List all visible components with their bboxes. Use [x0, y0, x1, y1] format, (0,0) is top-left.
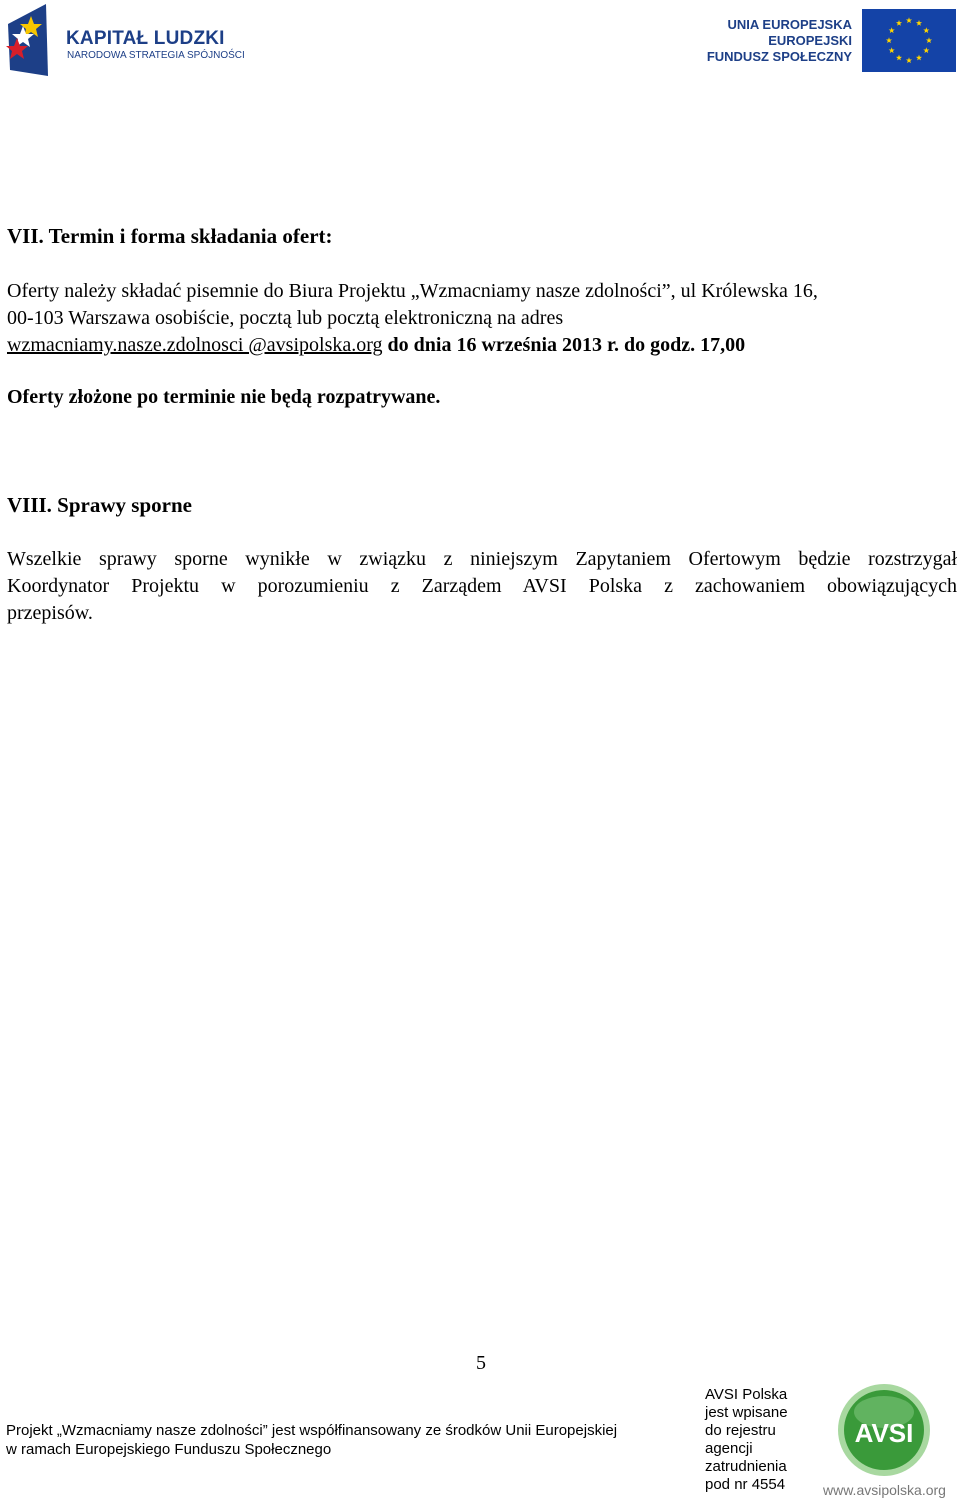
avsi-url: www.avsipolska.org	[823, 1482, 946, 1498]
eu-line-1: UNIA EUROPEJSKA	[727, 17, 852, 32]
late-offers-note: Oferty złożone po terminie nie będą rozpatrywane.	[7, 386, 441, 408]
section-7-heading: VII. Termin i forma składania ofert:	[7, 224, 333, 248]
avsi-logo-text: AVSI	[854, 1418, 914, 1448]
section-8-line-1: Wszelkie sprawy sporne wynikłe w związku z niniejszym Zapytaniem Ofertowym będzie rozstrzygał	[7, 548, 957, 570]
avsi-logo	[836, 1382, 932, 1478]
avsi-reg-line: pod nr 4554	[705, 1476, 786, 1493]
kapital-ludzki-title: KAPITAŁ LUDZKI	[66, 28, 225, 49]
avsi-reg-line: do rejestru	[705, 1422, 776, 1439]
eu-line-3: FUNDUSZ SPOŁECZNY	[706, 49, 852, 64]
email-link[interactable]: wzmacniamy.nasze.zdolnosci @avsipolska.org	[7, 334, 383, 356]
avsi-reg-line: agencji	[705, 1440, 753, 1457]
eu-logo-text	[707, 17, 852, 65]
footer-project-line-2: w ramach Europejskiego Funduszu Społecznego	[6, 1441, 332, 1458]
section-7-paragraph	[7, 278, 957, 359]
deadline-text: do dnia 16 września 2013 r. do godz. 17,00	[387, 334, 746, 356]
section-8-heading: VIII. Sprawy sporne	[7, 493, 192, 517]
section-7-line-3	[7, 332, 957, 359]
avsi-reg-line: zatrudnienia	[705, 1458, 787, 1475]
section-8-line-3: przepisów.	[7, 602, 93, 624]
footer-project-line-1: Projekt „Wzmacniamy nasze zdolności” jest współfinansowany ze środków Unii Europejskiej	[6, 1422, 618, 1439]
avsi-reg-line: jest wpisane	[705, 1404, 788, 1421]
kapital-ludzki-subtitle: NARODOWA STRATEGIA SPÓJNOŚCI	[67, 50, 245, 61]
footer-avsi-registration	[705, 1386, 788, 1494]
footer-project-text	[6, 1421, 617, 1459]
avsi-reg-line: AVSI Polska	[705, 1386, 788, 1403]
eu-flag-icon	[862, 9, 956, 72]
page-number: 5	[476, 1352, 486, 1374]
section-8-line-2: Koordynator Projektu w porozumieniu z Zarządem AVSI Polska z zachowaniem obowiązujących	[7, 575, 957, 597]
section-7-line-2: 00-103 Warszawa osobiście, pocztą lub pocztą elektroniczną na adres	[7, 307, 564, 329]
kapital-ludzki-emblem-icon	[6, 4, 66, 76]
section-7-line-1: Oferty należy składać pisemnie do Biura Projektu „Wzmacniamy nasze zdolności”, ul Królewska 16,	[7, 280, 818, 302]
section-8-paragraph	[7, 546, 957, 627]
eu-line-2: EUROPEJSKI	[768, 33, 852, 48]
